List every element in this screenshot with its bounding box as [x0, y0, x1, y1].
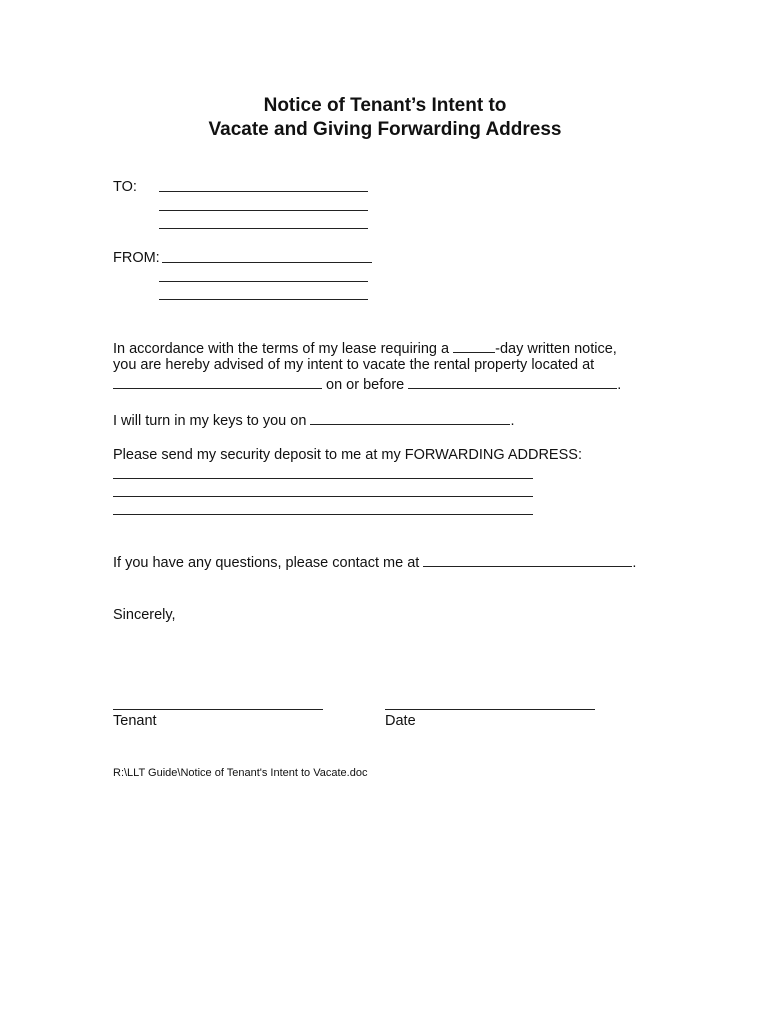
keys-period: .	[510, 413, 515, 429]
contact-blank[interactable]	[423, 552, 632, 567]
tenant-signature-line[interactable]	[113, 709, 323, 710]
to-line-3[interactable]	[159, 228, 368, 229]
notice-line-2: you are hereby advised of my intent to vacate the rental property located at	[113, 357, 595, 373]
keys-text: I will turn in my keys to you on	[113, 413, 311, 429]
document-title-line-1: Notice of Tenant’s Intent to	[263, 95, 507, 116]
notice-days-blank[interactable]	[453, 338, 495, 353]
vacate-date-blank[interactable]	[408, 374, 617, 389]
date-signature-line[interactable]	[385, 709, 595, 710]
to-label: TO:	[113, 179, 137, 195]
forwarding-address-line-1[interactable]	[113, 478, 533, 479]
from-line-1[interactable]	[162, 262, 372, 263]
keys-date-blank[interactable]	[310, 410, 510, 425]
questions-period: .	[632, 555, 637, 571]
deposit-line: Please send my security deposit to me at my FORWARDING ADDRESS:	[113, 447, 582, 463]
from-line-3[interactable]	[159, 299, 368, 300]
from-label: FROM:	[113, 250, 160, 266]
notice-line-3	[113, 374, 621, 394]
on-or-before-text: on or before	[322, 377, 409, 393]
questions-text: If you have any questions, please contact me at	[113, 555, 424, 571]
from-line-2[interactable]	[159, 281, 368, 282]
to-line-2[interactable]	[159, 210, 368, 211]
keys-line	[113, 410, 514, 430]
property-address-blank[interactable]	[113, 374, 322, 389]
notice-text-part-2: -day written notice,	[495, 341, 617, 357]
date-label: Date	[385, 713, 416, 729]
notice-period: .	[617, 377, 622, 393]
closing-text: Sincerely,	[113, 607, 176, 623]
forwarding-address-line-3[interactable]	[113, 514, 533, 515]
forwarding-address-line-2[interactable]	[113, 496, 533, 497]
to-line-1[interactable]	[159, 191, 368, 192]
tenant-label: Tenant	[113, 713, 157, 729]
footer-file-path: R:\LLT Guide\Notice of Tenant's Intent to Vacate.doc	[113, 767, 368, 779]
questions-line	[113, 552, 636, 572]
document-title-line-2: Vacate and Giving Forwarding Address	[208, 119, 562, 140]
notice-line-1	[113, 338, 617, 358]
notice-text-part-1: In accordance with the terms of my lease requiring a	[113, 341, 454, 357]
